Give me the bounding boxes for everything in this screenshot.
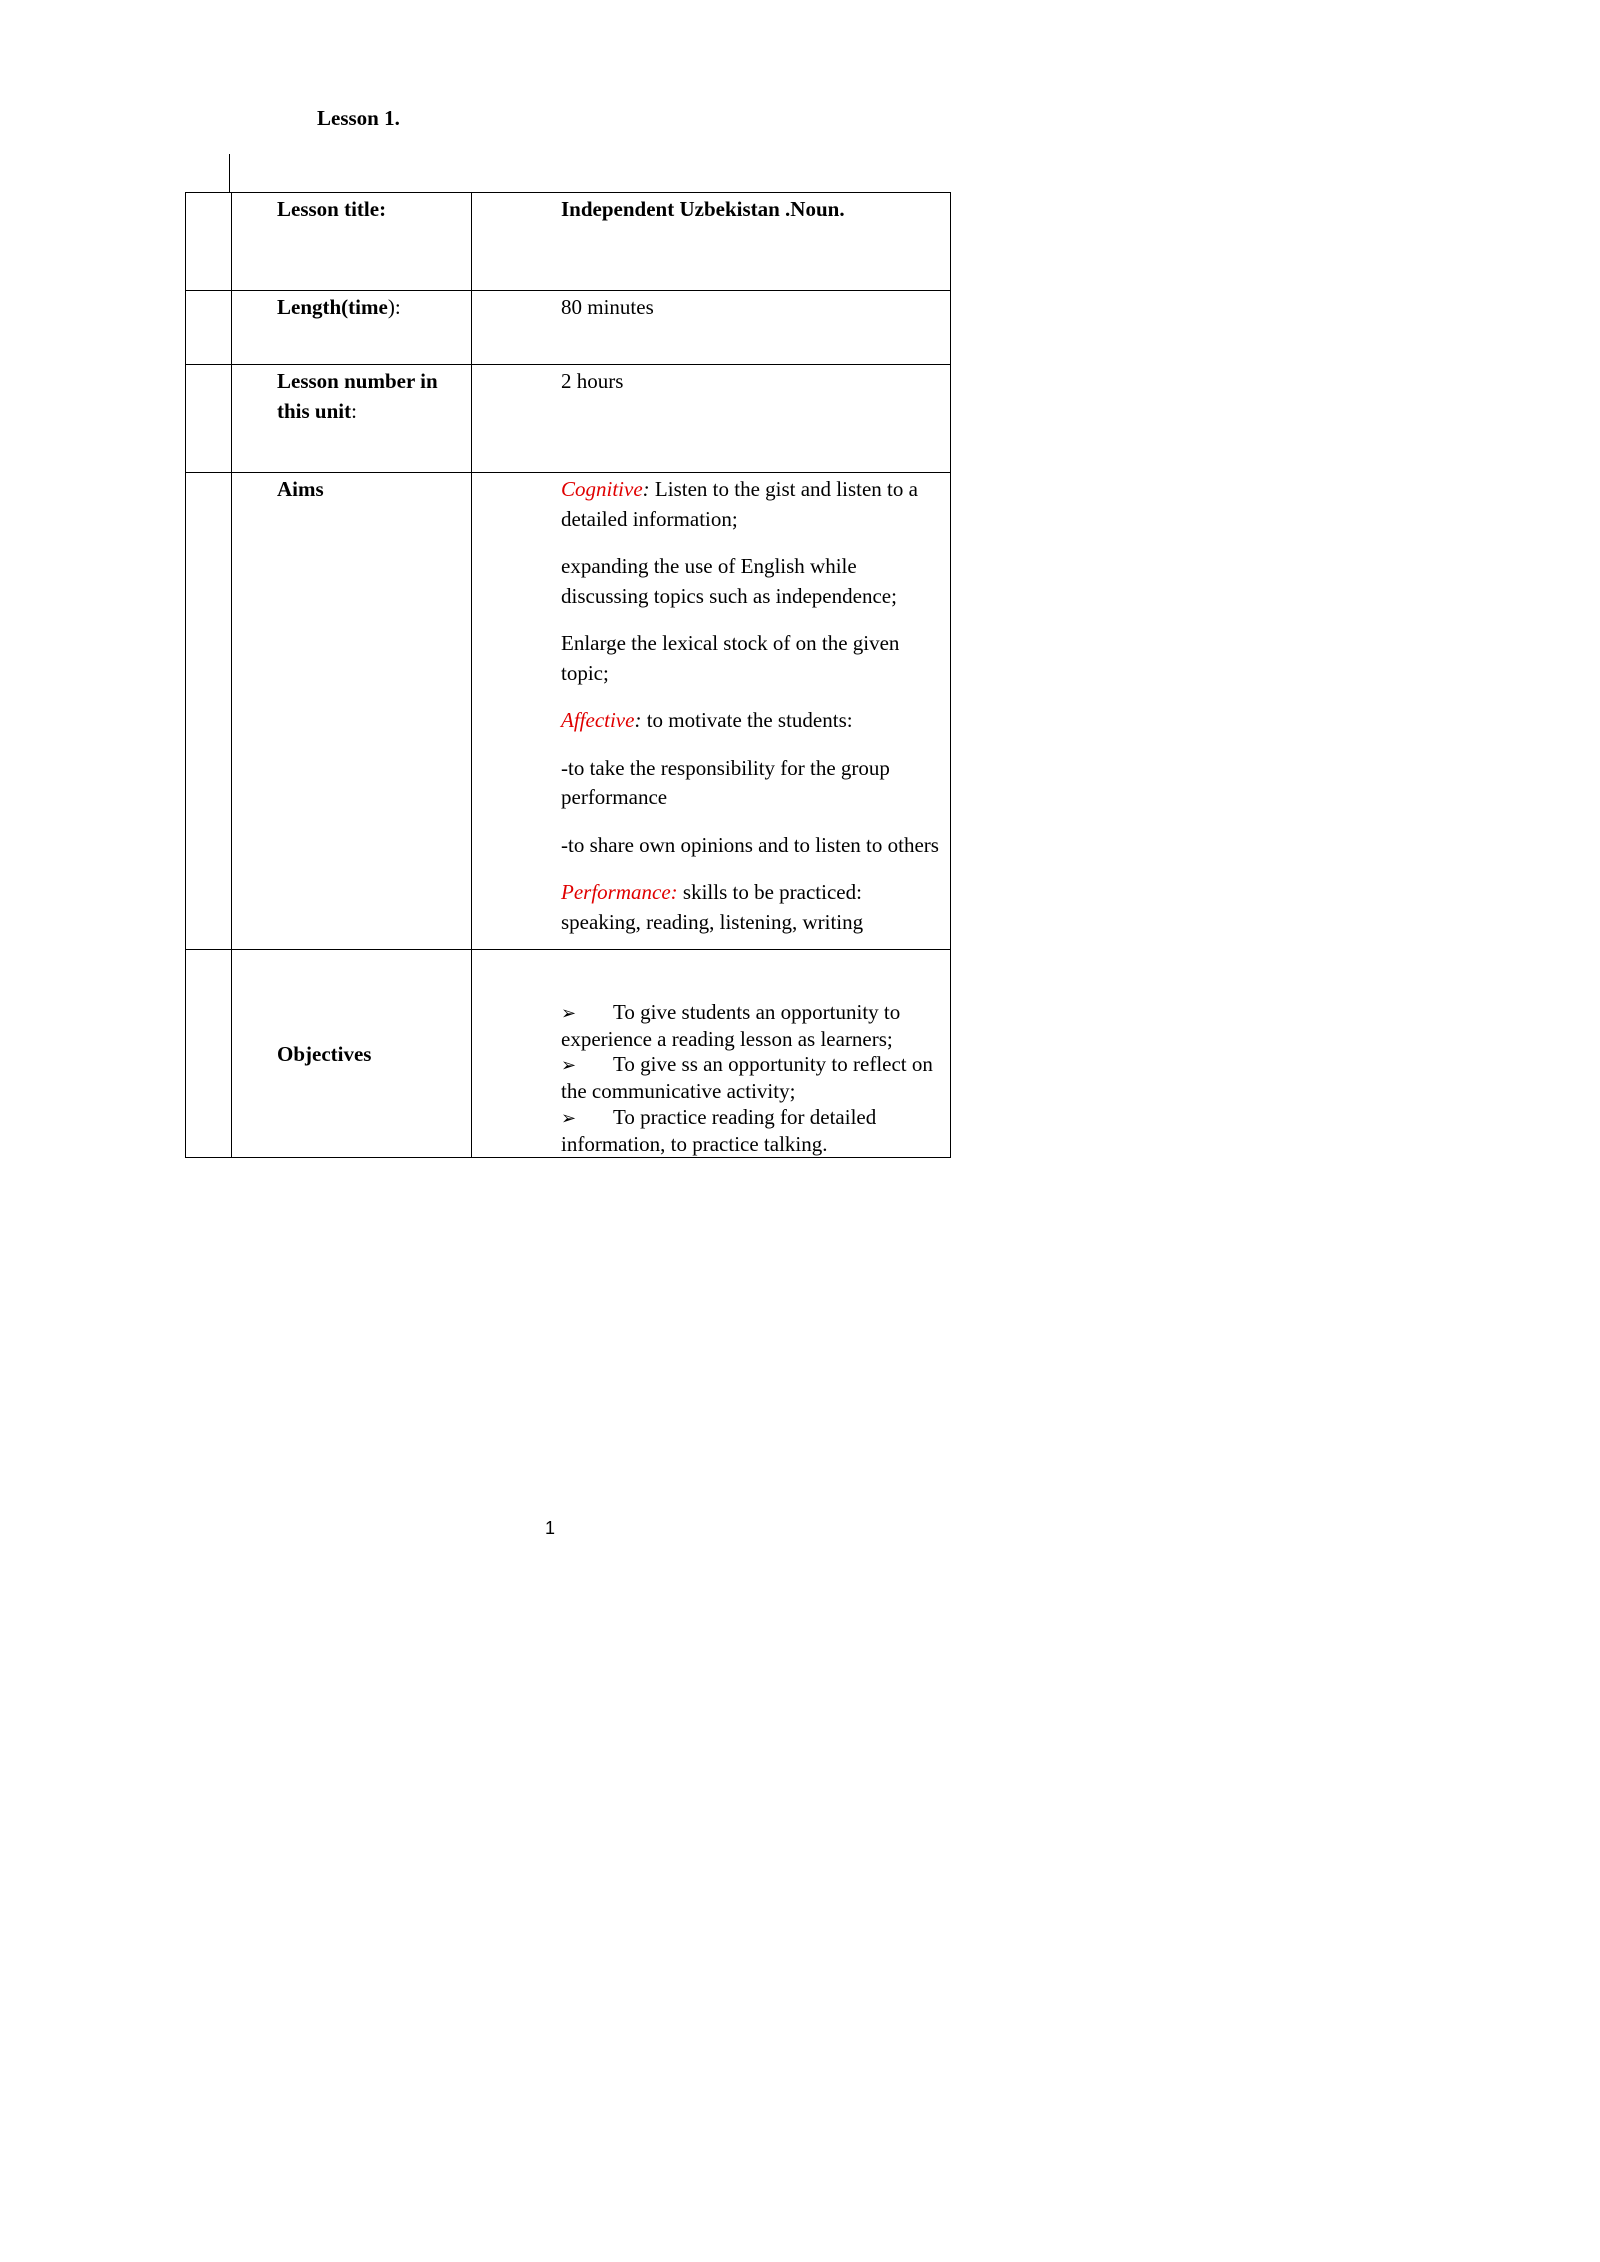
aim-paragraph: expanding the use of English while discussing topics such as independence; (561, 554, 897, 608)
aim-colon: : (642, 477, 650, 501)
aims-label: Aims (232, 473, 472, 950)
margin-cell (186, 193, 232, 291)
aim-performance-text: skills to be practiced: speaking, reading, listening, writing (561, 880, 864, 934)
margin-cell (186, 291, 232, 365)
length-label-suffix: ): (387, 295, 401, 319)
margin-cell (186, 473, 232, 950)
objective-item (561, 1105, 940, 1157)
row-aims (186, 473, 951, 950)
objective-text: To give students an opportunity to experience a reading lesson as learners; (561, 1000, 901, 1051)
lesson-heading: Lesson 1. (317, 106, 400, 130)
length-label-bold: Length(time (277, 295, 388, 319)
aim-colon: : (634, 708, 642, 732)
objective-text: To give ss an opportunity to reflect on the communicative activity; (561, 1052, 933, 1104)
aim-paragraph: -to take the responsibility for the group performance (561, 755, 890, 809)
aim-paragraph: -to share own opinions and to listen to others (561, 832, 939, 857)
lesson-number-label-suffix: : (351, 398, 357, 423)
arrowhead-bullet-icon: ➢ (561, 1003, 577, 1023)
arrowhead-bullet-icon: ➢ (561, 1107, 577, 1128)
objective-item (561, 1052, 940, 1104)
lesson-title-value: Independent Uzbekistan .Noun. (472, 193, 951, 291)
margin-cell (186, 950, 232, 1158)
objectives-content (472, 950, 951, 1158)
arrowhead-bullet-icon: ➢ (561, 1055, 577, 1076)
lesson-number-label-bold: Lesson number in this unit (277, 369, 438, 423)
aim-cognitive (561, 475, 940, 534)
aim-key-performance: Performance: (561, 880, 678, 904)
aims-content (472, 473, 951, 950)
margin-cell (186, 365, 232, 473)
row-objectives (186, 950, 951, 1158)
objectives-list (561, 1000, 940, 1157)
aim-affective (561, 706, 940, 736)
objectives-label: Objectives (232, 950, 472, 1158)
aim-cognitive-text: Listen to the gist and listen to a detailed information; (561, 477, 918, 531)
row-lesson-title (186, 193, 951, 291)
aim-key-affective: Affective (561, 708, 635, 732)
lesson-number-value: 2 hours (472, 365, 951, 473)
aim-paragraph: Enlarge the lexical stock of on the given topic; (561, 631, 900, 685)
aim-key-cognitive: Cognitive (561, 477, 643, 501)
objective-text: To practice reading for detailed information, to practice talking. (561, 1104, 877, 1156)
objective-item (561, 1000, 940, 1052)
page-number: 1 (544, 1518, 555, 1538)
aim-performance (561, 878, 940, 937)
aim-affective-text: to motivate the students: (641, 708, 853, 732)
row-length (186, 291, 951, 365)
lesson-title-label: Lesson title: (232, 193, 472, 291)
length-value: 80 minutes (472, 291, 951, 365)
lesson-plan-table (185, 192, 951, 1158)
row-lesson-number (186, 365, 951, 473)
length-label (232, 291, 472, 365)
lesson-number-label (232, 365, 472, 473)
table-top-divider (229, 154, 230, 192)
